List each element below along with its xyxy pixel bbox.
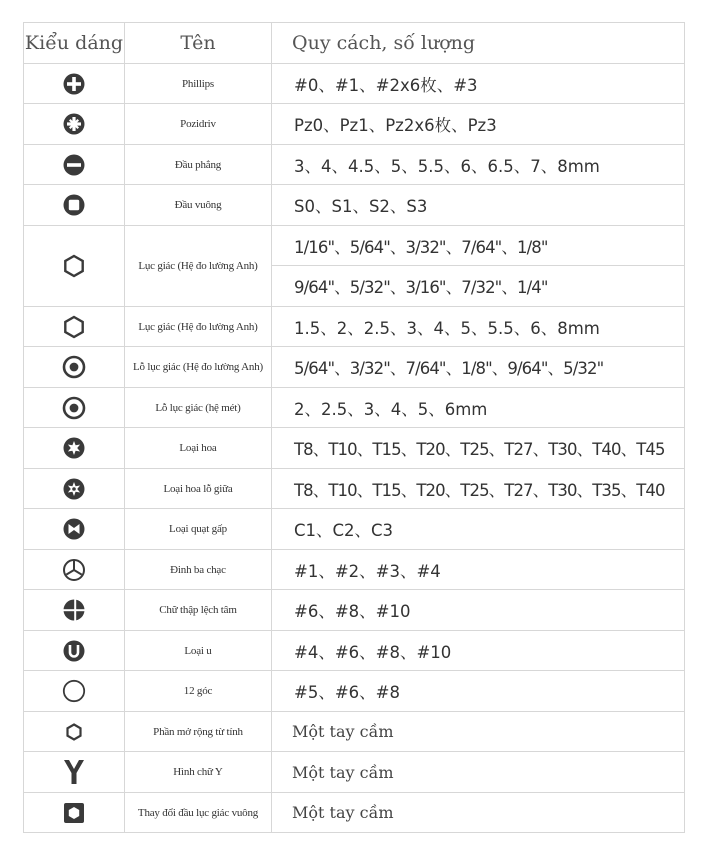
table-row — [24, 590, 685, 631]
row-spec: 2、2.5、3、4、5、6mm — [272, 388, 685, 428]
spec-table — [23, 22, 685, 833]
row-name: Loại hoa lỗ giữa — [125, 469, 272, 509]
row-name: Lỗ lục giác (Hệ đo lường Anh) — [125, 347, 272, 388]
row-spec: T8、T10、T15、T20、T25、T27、T30、T40、T45 — [272, 428, 685, 469]
row-spec: #4、#6、#8、#10 — [272, 631, 685, 671]
torx-icon — [63, 437, 85, 459]
phillips-icon — [63, 73, 85, 95]
row-spec: T8、T10、T15、T20、T25、T27、T30、T35、T40 — [272, 469, 685, 509]
row-name: Lỗ lục giác (hệ mét) — [125, 388, 272, 428]
row-spec: Một tay cầm — [272, 752, 685, 793]
table-row — [24, 388, 685, 428]
row-name: Thay đổi đầu lục giác vuông — [125, 793, 272, 833]
table-row — [24, 104, 685, 145]
row-spec: Pz0、Pz1、Pz2x6枚、Pz3 — [272, 104, 685, 145]
twelve-point-icon — [62, 679, 86, 703]
table-row — [24, 145, 685, 185]
table-row — [24, 671, 685, 712]
table-row — [24, 347, 685, 388]
row-spec: 3、4、4.5、5、5.5、6、6.5、7、8mm — [272, 145, 685, 185]
row-name: Lục giác (Hệ đo lường Anh) — [125, 307, 272, 347]
table-row — [24, 307, 685, 347]
hex-hole-metric-icon — [62, 396, 86, 420]
row-name: Lục giác (Hệ đo lường Anh) — [125, 226, 272, 307]
row-spec: 9/64"、5/32"、3/16"、7/32"、1/4" — [272, 266, 685, 307]
row-name: Loại hoa — [125, 428, 272, 469]
table-row — [24, 428, 685, 469]
hex-hole-icon — [62, 355, 86, 379]
y-shape-icon — [62, 759, 86, 785]
row-spec: 1/16"、5/64"、3/32"、7/64"、1/8" — [272, 226, 685, 266]
row-spec: 5/64"、3/32"、7/64"、1/8"、9/64"、5/32" — [272, 347, 685, 388]
flat-head-icon — [63, 154, 85, 176]
table-row — [24, 793, 685, 833]
header-style: Kiểu dáng — [24, 23, 125, 64]
header-row — [24, 23, 685, 64]
pozidriv-icon — [63, 113, 85, 135]
row-spec: S0、S1、S2、S3 — [272, 185, 685, 226]
hexagon-icon — [62, 315, 86, 339]
square-hex-adapter-icon — [63, 802, 85, 824]
row-spec: #1、#2、#3、#4 — [272, 550, 685, 590]
row-spec: #0、#1、#2x6枚、#3 — [272, 64, 685, 104]
hexagon-icon — [62, 254, 86, 278]
table-row — [24, 712, 685, 752]
table-row — [24, 550, 685, 590]
row-spec: #6、#8、#10 — [272, 590, 685, 631]
header-name: Tên — [125, 23, 272, 64]
row-spec: 1.5、2、2.5、3、4、5、5.5、6、8mm — [272, 307, 685, 347]
row-spec: #5、#6、#8 — [272, 671, 685, 712]
row-name: Đầu phẳng — [125, 145, 272, 185]
table-row — [24, 64, 685, 104]
tri-wing-icon — [62, 558, 86, 582]
row-spec: Một tay cầm — [272, 712, 685, 752]
table-row — [24, 226, 685, 266]
table-row — [24, 469, 685, 509]
table-row — [24, 752, 685, 793]
spanner-fan-icon — [63, 518, 85, 540]
offset-cross-icon — [63, 599, 85, 621]
row-name: Pozidriv — [125, 104, 272, 145]
row-name: 12 góc — [125, 671, 272, 712]
row-name: Loại quạt gấp — [125, 509, 272, 550]
row-name: Loại u — [125, 631, 272, 671]
torx-hole-icon — [63, 478, 85, 500]
u-shape-icon — [63, 640, 85, 662]
square-head-icon — [63, 194, 85, 216]
row-name: Đinh ba chạc — [125, 550, 272, 590]
row-spec: C1、C2、C3 — [272, 509, 685, 550]
row-name: Đầu vuông — [125, 185, 272, 226]
table-row — [24, 509, 685, 550]
row-name: Hình chữ Y — [125, 752, 272, 793]
row-name: Phillips — [125, 64, 272, 104]
row-spec: Một tay cầm — [272, 793, 685, 833]
row-name: Chữ thập lệch tâm — [125, 590, 272, 631]
table-row — [24, 631, 685, 671]
row-name: Phần mở rộng từ tính — [125, 712, 272, 752]
header-spec: Quy cách, số lượng — [272, 23, 685, 64]
magnetic-extension-icon — [63, 721, 85, 743]
table-row — [24, 185, 685, 226]
